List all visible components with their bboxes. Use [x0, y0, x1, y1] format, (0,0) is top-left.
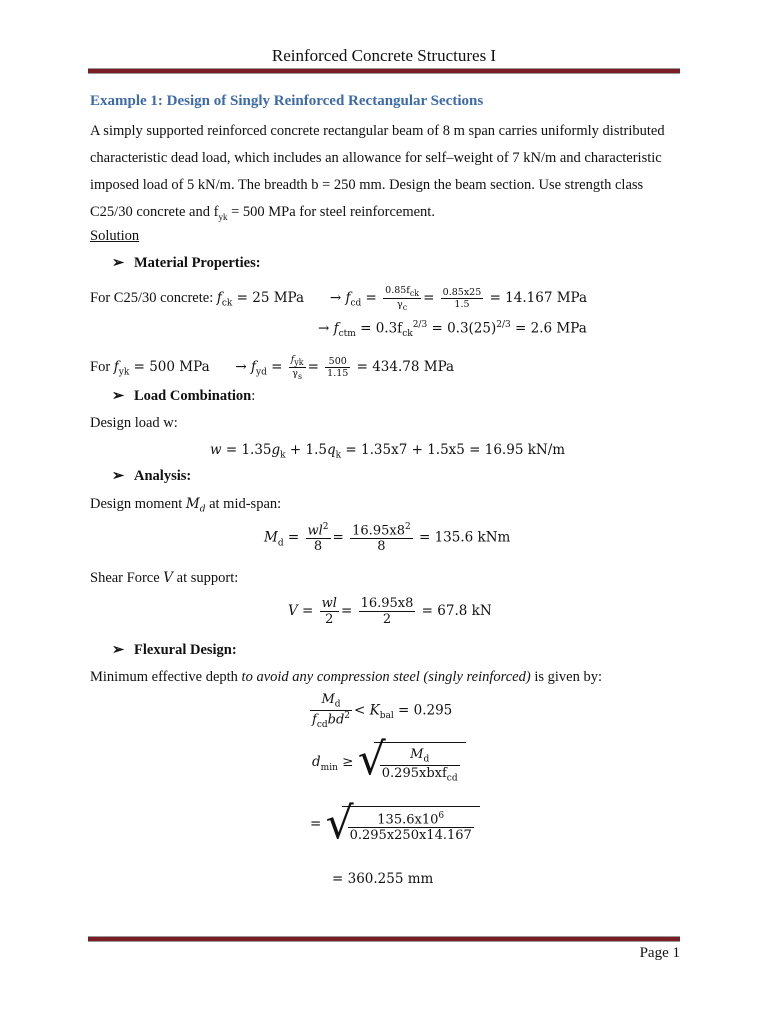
fcd-fraction: $\frac{0.85f_{ck}}{\gamma_c}$: [385, 285, 420, 312]
page-number: Page 1: [639, 945, 680, 961]
arrow-bullet-icon: ➢: [112, 468, 125, 484]
problem-line-1: A simply supported reinforced concrete rectangular beam of 8 m span carries uniformly distributed: [90, 123, 665, 139]
dmin-substitution: = √ $\frac{135.6x10^6}{0.295x250x14.167}$: [310, 806, 480, 843]
sqrt-icon: √: [325, 798, 354, 849]
section-analysis-label: Analysis:: [134, 468, 192, 484]
shear-label: Shear Force V at support:: [90, 570, 239, 586]
section-flexural: [112, 642, 237, 659]
moment-equation: $M_d$ = $\frac{wl^2}{8}$ = $\frac{16.95x8^2}{8}$ = 135.6 kNm: [264, 522, 511, 555]
section-load: ➢ Load Combination:: [112, 388, 256, 404]
solution-label: Solution: [90, 228, 140, 244]
fyd-fraction: $\frac{f_{yk}}{\gamma_s}$: [290, 354, 304, 381]
concrete-strength-line: [90, 285, 587, 312]
example-title: Example 1: Design of Singly Reinforced Rectangular Sections: [90, 93, 484, 109]
section-material-label: Material Properties:: [134, 255, 261, 271]
kbal-inequality: $\frac{M_d}{f_{cd}bd^2}$ < $K_{bal} = 0.295$: [312, 692, 453, 730]
footer-rule: [88, 936, 680, 942]
arrow-bullet-icon: ➢: [112, 642, 125, 658]
section-flexural-label: Flexural Design:: [134, 642, 237, 658]
steel-strength-line: For $f_{yk} = 500$ MPa → $f_{yd}$ = $\frac{f_{yk}}{\gamma_s}$ = $\frac{500}{1.15}$ = 434.78 MPa: [90, 354, 455, 381]
moment-label: Design moment $M_d$ at mid-span:: [90, 496, 282, 515]
fcd-fraction-values: $\frac{0.85x25}{1.5}$: [442, 286, 482, 310]
design-load-equation: $w = 1.35g_k + 1.5q_k = 1.35x7 + 1.5x5 = 16.95$ kN/m: [210, 442, 566, 461]
section-analysis: [112, 468, 191, 485]
flexural-intro: Minimum effective depth to avoid any compression steel (singly reinforced) is given by:: [90, 669, 602, 685]
running-header: Reinforced Concrete Structures I: [271, 46, 497, 65]
design-load-label: Design load w:: [90, 415, 178, 431]
section-material: [112, 255, 261, 272]
problem-line-4-b: = 500 MPa for steel reinforcement.: [227, 204, 435, 220]
shear-equation: V = $\frac{wl}{2}$ = $\frac{16.95x8}{2}$ = 67.8 kN: [288, 596, 492, 627]
problem-line-4-a: C25/30 concrete and f: [90, 204, 219, 220]
arrow-bullet-icon: ➢: [112, 388, 125, 404]
header-rule: [88, 68, 680, 74]
fck-equation: $f_{ck} = 25$ MPa → $f_{cd}$ = $\frac{0.85f_{ck}}{\gamma_c}$ = $\frac{0.85x25}{1.5}$ = 14.167 MPa: [216, 285, 588, 312]
dmin-inequality: $d_{min}$ ≥ √ $\frac{M_d}{0.295xbxf_{cd}}$: [312, 742, 466, 783]
problem-line-4: [90, 199, 688, 231]
fyd-fraction-values: $\frac{500}{1.15}$: [327, 355, 349, 379]
fctm-equation: → $f_{ctm} = 0.3f_{ck}^{2/3} = 0.3(25)^{2/3} = 2.6$ MPa: [318, 320, 587, 340]
sqrt-icon: √: [357, 734, 386, 785]
arrow-bullet-icon: ➢: [112, 255, 125, 271]
dmin-result: = 360.255 mm: [332, 871, 434, 887]
problem-statement: [90, 118, 688, 231]
problem-line-2: characteristic dead load, which includes an allowance for self–weight of 7 kN/m and characteristic: [90, 150, 662, 166]
problem-line-3: imposed load of 5 kN/m. The breadth b = 250 mm. Design the beam section. Use strength class: [90, 177, 644, 193]
concrete-label: For C25/30 concrete:: [90, 289, 217, 306]
problem-line-4-sub: yk: [218, 211, 228, 222]
section-load-label: Load Combination: [134, 388, 252, 404]
